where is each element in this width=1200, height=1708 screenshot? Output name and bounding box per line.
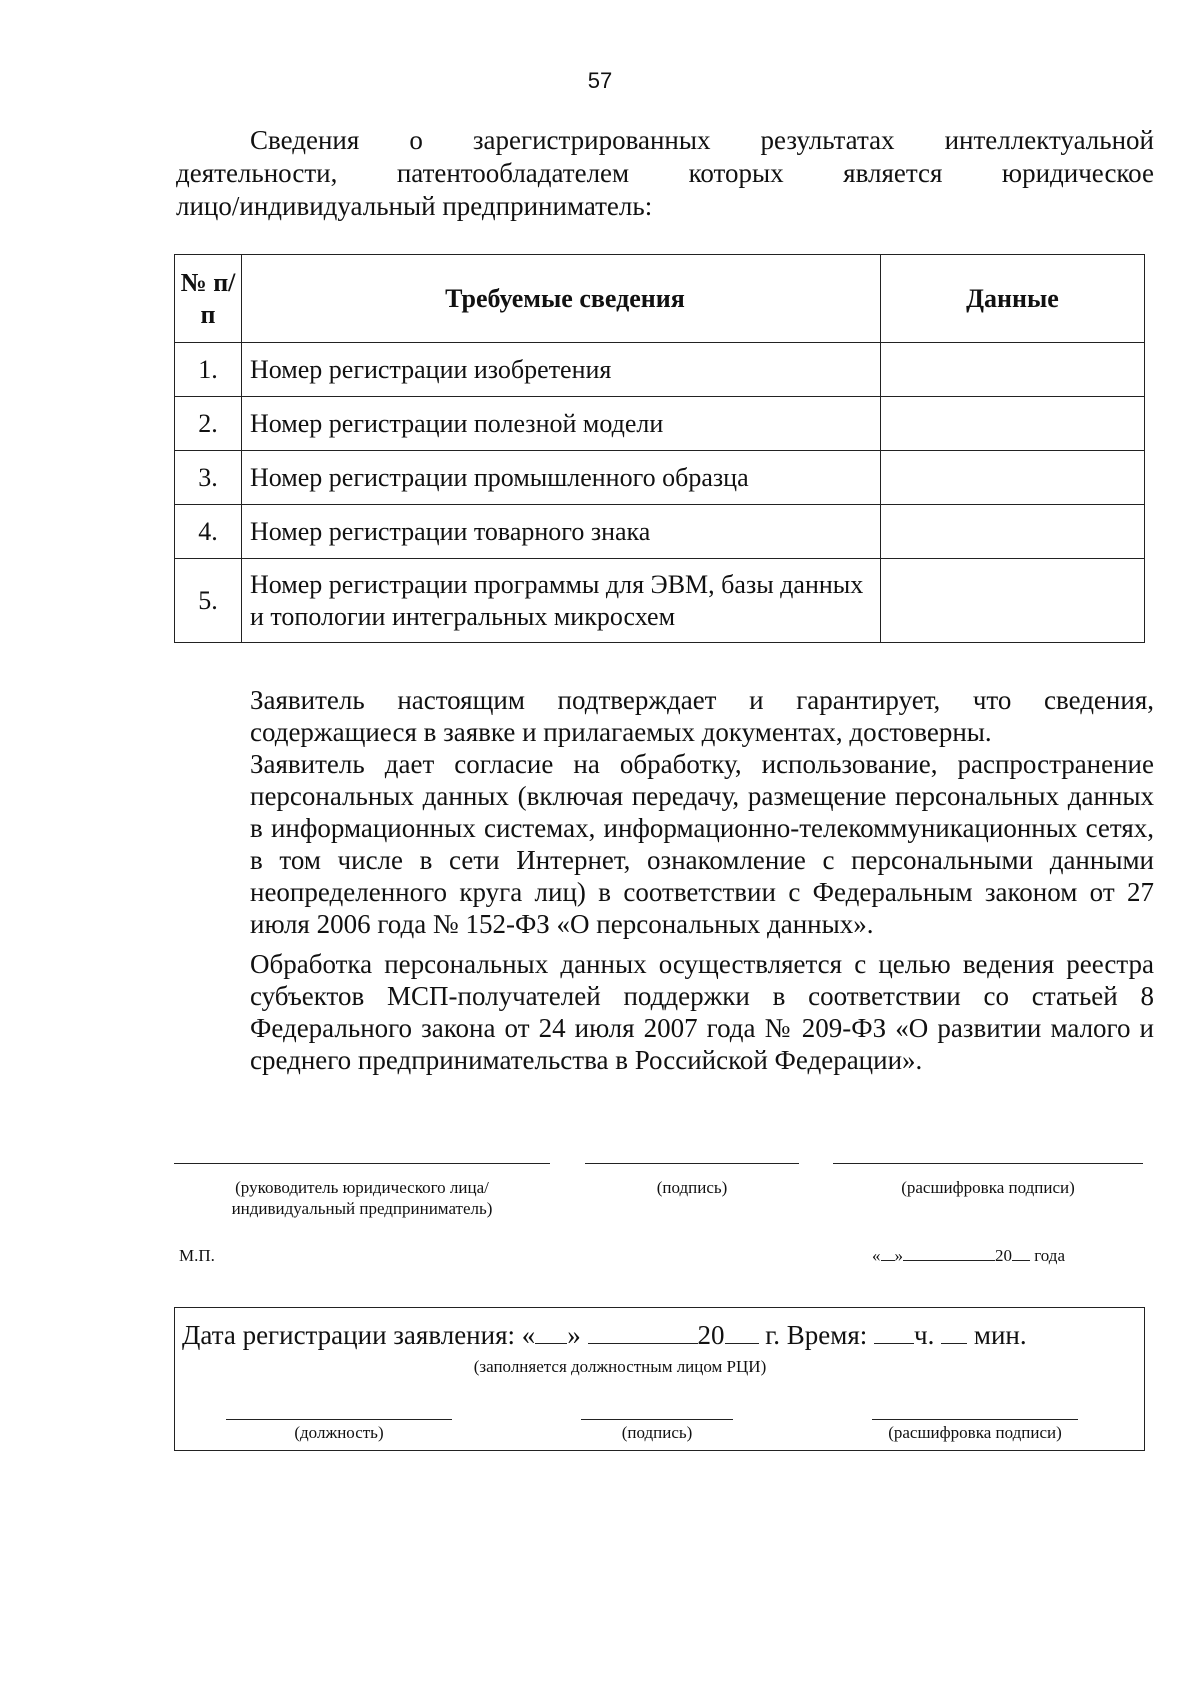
year-suffix: г.: [765, 1320, 781, 1350]
month-blank[interactable]: [588, 1321, 698, 1344]
signature-date: [872, 1245, 1065, 1266]
intro-word: является: [843, 158, 943, 188]
paragraph-consent: [176, 748, 1154, 940]
decode-caption: (расшифровка подписи): [901, 1178, 1075, 1197]
year-prefix: 20: [697, 1320, 725, 1350]
paragraph-text: Заявитель дает согласие на обработку, использование, распространение персональных данных (включая передачу, размещение персональных данных в информационных системах, информационно-телекоммуникационных сетях, в том числе в сети Интернет, ознакомление с персональными данными неопределенного круга лиц) в соответствии с Федеральным законом от 27 июля 2006 года № 152-ФЗ «О персональных данных».: [250, 749, 1154, 939]
row-num: 1.: [175, 343, 242, 397]
table-header-row: [175, 255, 1145, 343]
sign-caption: (подпись): [656, 1178, 728, 1197]
header-data: Данные: [881, 255, 1145, 343]
row-value[interactable]: [881, 397, 1145, 451]
row-num: 5.: [175, 559, 242, 643]
quote-open: «: [872, 1246, 881, 1265]
intro-line-2: [176, 157, 1154, 190]
reg-decode-line[interactable]: [872, 1419, 1078, 1420]
position-caption: (должность): [294, 1423, 384, 1442]
intro-word: Сведения: [250, 125, 360, 155]
head-signature-line[interactable]: [174, 1163, 550, 1164]
intro-line-1: [176, 124, 1154, 157]
signature-line[interactable]: [585, 1163, 799, 1164]
row-label: Номер регистрации товарного знака: [242, 505, 881, 559]
day-blank[interactable]: [881, 1246, 895, 1261]
hours-label: ч.: [914, 1320, 935, 1350]
reg-decode-caption: (расшифровка подписи): [888, 1423, 1062, 1442]
year-prefix: 20: [995, 1246, 1012, 1265]
row-num: 2.: [175, 397, 242, 451]
decode-signature-line[interactable]: [833, 1163, 1143, 1164]
stamp-label: М.П.: [179, 1246, 215, 1265]
quote-close: »: [567, 1320, 581, 1350]
quote-close: »: [894, 1246, 903, 1265]
registration-date-line: [182, 1320, 1027, 1351]
table-row: [175, 343, 1145, 397]
row-label: Номер регистрации изобретения: [242, 343, 881, 397]
header-required: Требуемые сведения: [242, 255, 881, 343]
row-value[interactable]: [881, 343, 1145, 397]
year-blank[interactable]: [725, 1321, 759, 1344]
position-line[interactable]: [226, 1419, 452, 1420]
intro-word: зарегистрированных: [472, 125, 711, 155]
table-row: [175, 505, 1145, 559]
month-blank[interactable]: [903, 1246, 995, 1261]
intro-word: деятельности,: [176, 158, 338, 188]
table-row: [175, 451, 1145, 505]
intro-word: юридическое: [1001, 158, 1154, 188]
year-blank[interactable]: [1012, 1246, 1030, 1261]
page-number: 57: [587, 68, 613, 93]
row-label: Номер регистрации промышленного образца: [242, 451, 881, 505]
intro-word: патентообладателем: [396, 158, 630, 188]
intro-word: которых: [688, 158, 784, 188]
reg-signature-line[interactable]: [581, 1419, 733, 1420]
registration-label: Дата регистрации заявления:: [182, 1320, 516, 1350]
head-caption: (руководитель юридического лица/ индивидуальный предприниматель): [231, 1178, 493, 1218]
row-value[interactable]: [881, 451, 1145, 505]
intro-text: [176, 124, 1154, 223]
reg-sign-caption: (подпись): [621, 1423, 693, 1442]
minutes-blank[interactable]: [941, 1321, 967, 1344]
intro-word: результатах: [760, 125, 895, 155]
paragraph-text: Обработка персональных данных осуществляется с целью ведения реестра субъектов МСП-получателей поддержки в соответствии со статьей 8 Федерального закона от 24 июля 2007 года № 209-ФЗ «О развитии малого и среднего предпринимательства в Российской Федерации».: [250, 949, 1154, 1075]
quote-open: «: [521, 1320, 536, 1350]
time-label: Время:: [786, 1320, 868, 1350]
header-num: № п/п: [175, 255, 242, 343]
paragraph-text: Заявитель настоящим подтверждает и гарантирует, что сведения, содержащиеся в заявке и прилагаемых документах, достоверны.: [250, 685, 1154, 747]
intro-word: интеллектуальной: [944, 125, 1154, 155]
registration-note: (заполняется должностным лицом РЦИ): [473, 1357, 767, 1376]
paragraph-processing: [176, 948, 1154, 1076]
row-value[interactable]: [881, 559, 1145, 643]
table-row: [175, 397, 1145, 451]
row-num: 4.: [175, 505, 242, 559]
day-blank[interactable]: [535, 1321, 567, 1344]
year-suffix: года: [1034, 1246, 1066, 1265]
row-label: Номер регистрации полезной модели: [242, 397, 881, 451]
required-info-table: [174, 254, 1145, 643]
minutes-label: мин.: [973, 1320, 1027, 1350]
table-row: [175, 559, 1145, 643]
paragraph-confirm: [176, 684, 1154, 748]
intro-word: о: [409, 125, 423, 155]
intro-line-3: лицо/индивидуальный предприниматель:: [176, 191, 653, 221]
row-num: 3.: [175, 451, 242, 505]
row-label: Номер регистрации программы для ЭВМ, базы данных и топологии интегральных микросхем: [242, 559, 881, 643]
hours-blank[interactable]: [874, 1321, 914, 1344]
row-value[interactable]: [881, 505, 1145, 559]
